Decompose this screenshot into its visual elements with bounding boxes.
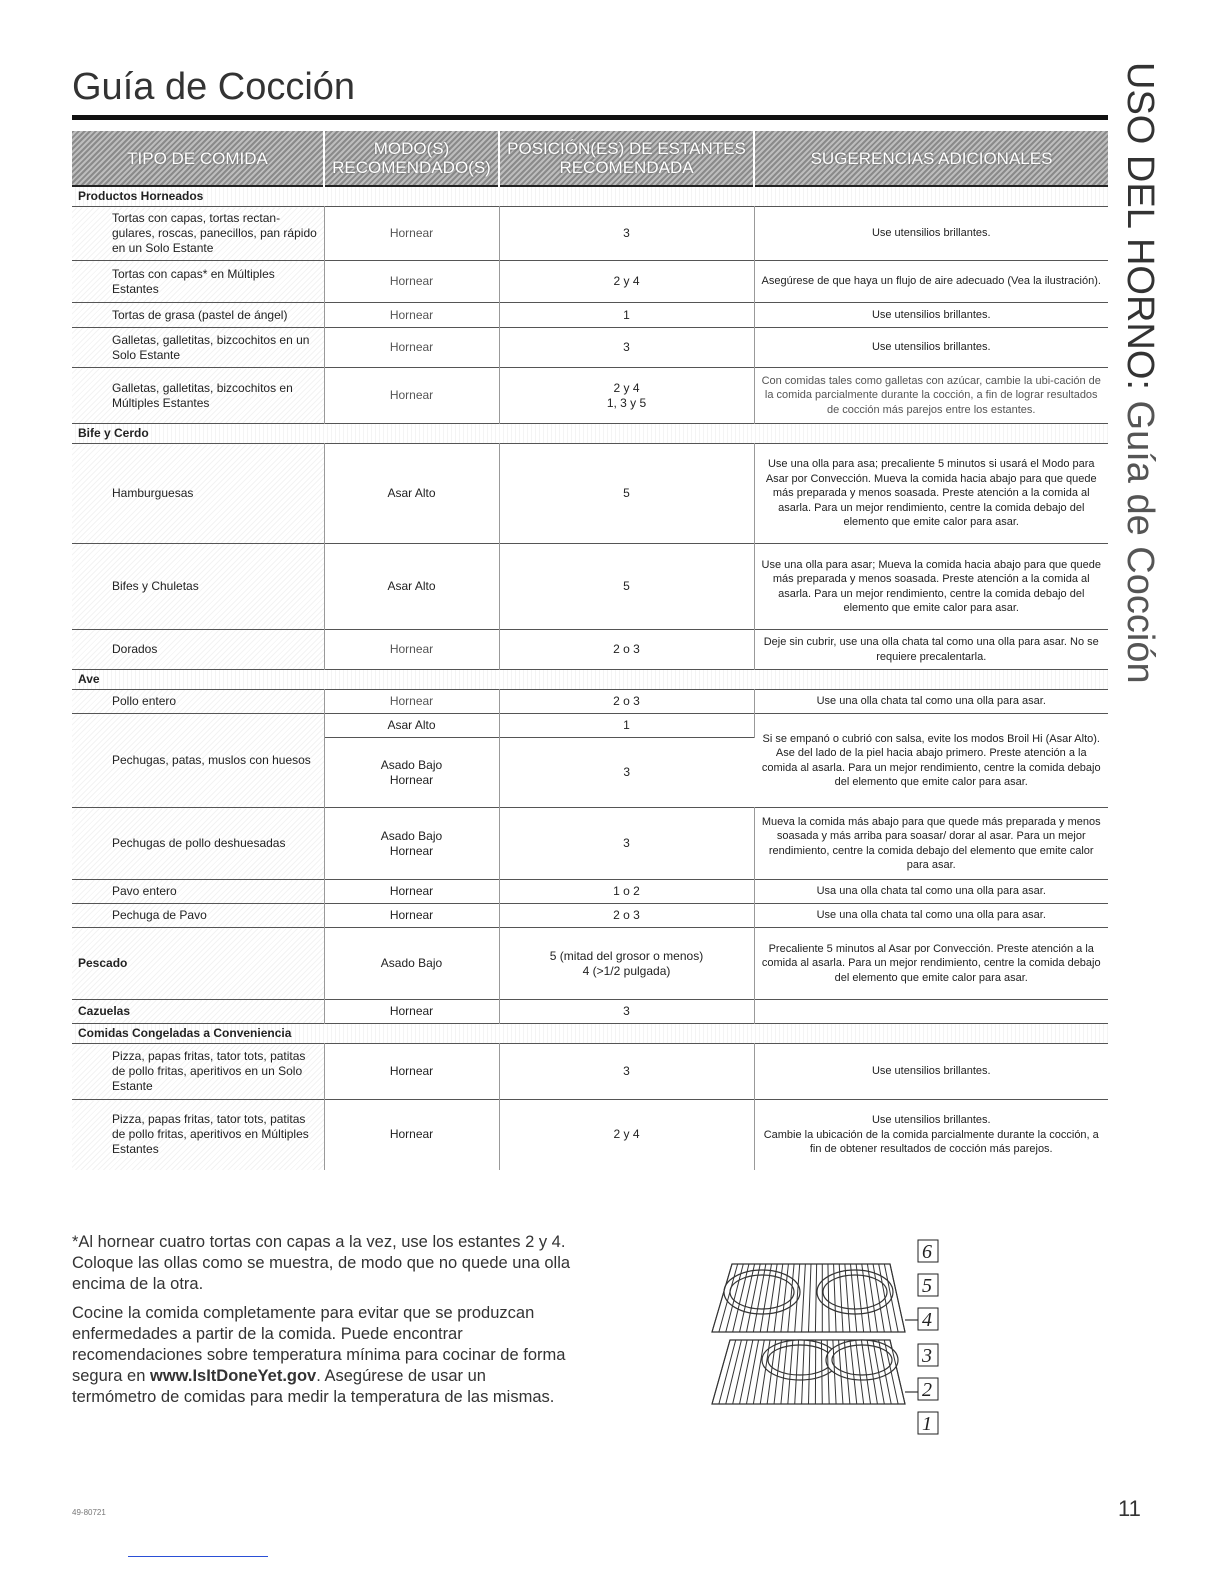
isitdoneyet-link[interactable]: www.IsItDoneYet.gov	[149, 1367, 317, 1385]
rack-diagram	[700, 1232, 960, 1442]
rack-wire	[890, 1340, 905, 1404]
title-rule	[72, 115, 1108, 120]
table-row: Cazuelas Hornear 3	[72, 1000, 1108, 1024]
table-row: Pizza, papas fritas, tator tots, patitas de pollo fritas, aperitivos en Múltiples Estantes Hornear 2 y 4 Use utensilios brillantes. Cambie la ubicación de la comida parcialmente durante la cocción, a fin de obtener resultados de cocción más parejos.	[72, 1100, 1108, 1170]
document-code: 49-80721	[72, 1508, 106, 1517]
table-row: Tortas con capas, tortas rectan-gulares, roscas, panecillos, pan rápido en un Solo Estante Hornear 3 Use utensilios brillantes.	[72, 207, 1108, 261]
table-row: Tortas con capas* en Múltiples Estantes Hornear 2 y 4 Asegúrese de que haya un flujo de aire adecuado (Vea la ilustración).	[72, 261, 1108, 303]
table-row: Pescado Asado Bajo 5 (mitad del grosor o menos) 4 (>1/2 pulgada) Precaliente 5 minutos al Asar por Convección. Preste atención a la comida al asarla. Para un mejor rendimiento, centre la comida debajo del elemento que emite calor para asar.	[72, 928, 1108, 1000]
table-header-row	[72, 131, 1108, 186]
svg-text:2: 2	[922, 1379, 932, 1401]
table-row: Dorados Hornear 2 o 3 Deje sin cubrir, use una olla chata tal como una olla para asar. No se requiere precalentarla.	[72, 630, 1108, 670]
table-row: Hamburguesas Asar Alto 5 Use una olla para asa; precaliente 5 minutos si usará el Modo para Asar por Convección. Mueva la comida hacia abajo para que quede más preparada y menos soasada. Preste atención a la comida al asarla. Para un mejor rendimiento, centre la comida debajo del elemento que emite calor para asar.	[72, 444, 1108, 544]
svg-text:6: 6	[922, 1241, 932, 1263]
table-row: Pollo entero Hornear 2 o 3 Use una olla chata tal como una olla para asar.	[72, 690, 1108, 714]
rack-label-1	[918, 1412, 938, 1435]
table-row: Asado Bajo Hornear 3	[72, 738, 1108, 808]
section-row: Comidas Congeladas a Conveniencia	[72, 1024, 1108, 1044]
header-food: TIPO DE COMIDA	[72, 131, 324, 186]
svg-text:4: 4	[922, 1309, 932, 1331]
header-tips: SUGERENCIAS ADICIONALES	[754, 131, 1108, 186]
rack-label-5	[918, 1274, 938, 1297]
svg-text:1: 1	[922, 1413, 932, 1435]
rack-wire	[809, 1264, 812, 1332]
table-row: Pavo entero Hornear 1 o 2 Usa una olla chata tal como una olla para asar.	[72, 880, 1108, 904]
cooking-guide-table	[72, 131, 1108, 1170]
side-title-bold: USO DEL HORNO:	[1119, 62, 1161, 390]
svg-text:USO DEL HORNO: Guía de Cocción	[1119, 62, 1161, 684]
rack-wire	[753, 1340, 764, 1404]
rack-wire	[828, 1264, 829, 1332]
table-row: Pizza, papas fritas, tator tots, patitas de pollo fritas, aperitivos en un Solo Estante Hornear 3 Use utensilios brillantes.	[72, 1044, 1108, 1100]
header-rack: POSICIÓN(ES) DE ESTANTES RECOMENDADA	[499, 131, 754, 186]
rack-wire	[746, 1340, 758, 1404]
table-row: Pechugas, patas, muslos con huesos Asar Alto 1 Si se empanó o cubrió con salsa, evite los modos Broil Hi (Asar Alto). Ase del lado de la piel hacia abajo primero. Preste atención a la comida al asarla. Para un mejor rendimiento, centre la comida debajo del elemento que emite calor para asar.	[72, 714, 1108, 738]
page-title: Guía de Cocción	[72, 66, 356, 108]
rack-label-6	[918, 1240, 938, 1263]
svg-text:5: 5	[922, 1275, 932, 1297]
rack-wire	[815, 1264, 816, 1332]
rack-label-2	[918, 1378, 938, 1401]
footnote	[72, 1232, 572, 1416]
table-row: Pechuga de Pavo Hornear 2 o 3 Use una olla chata tal como una olla para asar.	[72, 904, 1108, 928]
page-number: 11	[1118, 1496, 1141, 1521]
side-title	[1110, 60, 1170, 700]
table-row: Bifes y Chuletas Asar Alto 5 Use una olla para asar; Mueva la comida hacia abajo para que quede más preparada y menos soasada. Preste atención a la comida al asarla. Para un mejor rendimiento, centre la comida debajo del elemento que emite calor para asar.	[72, 544, 1108, 630]
footer-link-line	[128, 1556, 268, 1557]
side-title-light: Guía de Cocción	[1119, 389, 1161, 684]
rack-wire	[802, 1264, 806, 1332]
table-row: Galletas, galletitas, bizcochitos en Múltiples Estantes Hornear 2 y 4 1, 3 y 5 Con comidas tales como galletas con azúcar, cambie la ubi-cación de la comida parcialmente durante la cocción, a fin de lograr resultados de cocción más parejos entre los estantes.	[72, 368, 1108, 424]
table-row: Galletas, galletitas, bizcochitos en un Solo Estante Hornear 3 Use utensilios brillantes.	[72, 328, 1108, 368]
section-row: Ave	[72, 670, 1108, 690]
rack-wire	[733, 1340, 747, 1404]
rack-illustration	[700, 1232, 960, 1442]
rack-label-4	[918, 1308, 938, 1331]
rack-label-3	[918, 1344, 938, 1367]
section-row: Bife y Cerdo	[72, 424, 1108, 444]
table-row: Pechugas de pollo deshuesadas Asado Bajo Hornear 3 Mueva la comida más abajo para que quede más preparada y menos soasada y más arriba para soasar/ dorar al asar. Para un mejor rendimiento, centre la comida debajo del elemento que emite calor para asar.	[72, 808, 1108, 880]
section-row: Productos Horneados	[72, 186, 1108, 207]
header-mode: MODO(S) RECOMENDADO(S)	[324, 131, 499, 186]
footnote-safety: Cocine la comida completamente para evitar que se produzcan enfermedades a partir de la comida. Puede encontrar recomendaciones sobre temperatura mínima para cocinar de forma segura en www.IsItDoneYet.gov. Asegúrese de usar un termómetro de comidas para medir la temperatura de las mismas.	[72, 1304, 566, 1406]
svg-text:3: 3	[922, 1345, 932, 1367]
rack-wire	[740, 1340, 753, 1404]
footnote-cakes: *Al hornear cuatro tortas con capas a la vez, use los estantes 2 y 4. Coloque las ollas como se muestra, de modo que no quede una olla encima de la otra.	[72, 1233, 571, 1293]
table-row: Tortas de grasa (pastel de ángel) Hornear 1 Use utensilios brillantes.	[72, 303, 1108, 328]
